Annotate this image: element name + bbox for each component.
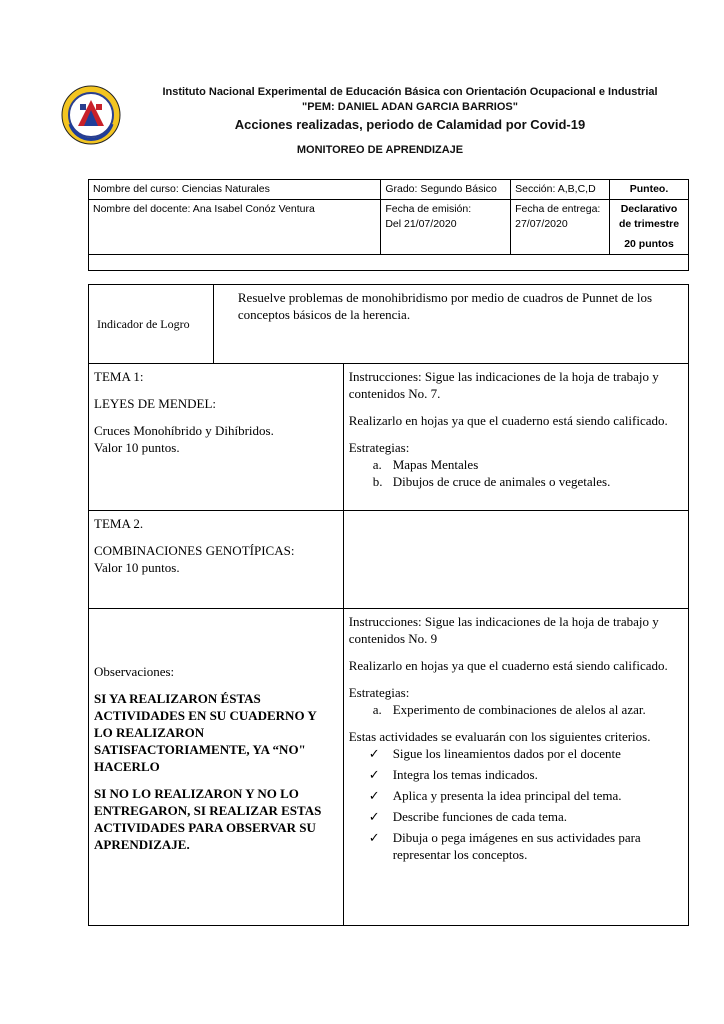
info-table: [88, 179, 689, 271]
due-date-label: Fecha de entrega:: [515, 203, 601, 215]
observations-instructions: [343, 609, 688, 926]
observations-label: Observaciones:: [94, 664, 175, 679]
score-title: Punteo.: [610, 180, 689, 200]
institution-pem: "PEM: DANIEL ADAN GARCIA BARRIOS": [302, 101, 518, 113]
tema1-valor: Valor 10 puntos.: [94, 440, 180, 455]
issue-date-value: Del 21/07/2020: [385, 218, 457, 230]
tema1-subtitle: LEYES DE MENDEL:: [94, 396, 217, 411]
tema1-instructions: [343, 364, 688, 511]
tema1-cell: [89, 364, 344, 511]
obs-evaluar: Estas actividades se evaluarán con los siguientes criterios.: [348, 729, 651, 744]
grade: Grado: Segundo Básico: [381, 180, 511, 200]
check-icon: ✓: [368, 767, 380, 782]
list-item: [369, 766, 683, 783]
tema1-instr: Instrucciones: Sigue las indicaciones de la hoja de trabajo y contenidos No. 7.: [348, 369, 659, 401]
list-text: Dibujos de cruce de animales o vegetales.: [392, 474, 611, 489]
due-date: [511, 200, 610, 255]
tema1-estrategias: Estrategias:: [348, 440, 410, 455]
tema2-title: TEMA 2.: [94, 516, 144, 531]
list-text: Mapas Mentales: [392, 457, 479, 472]
criteria-text: Sigue los lineamientos dados por el docente: [392, 746, 621, 761]
list-marker: a.: [372, 702, 382, 717]
institution-name: Instituto Nacional Experimental de Educación Básica con Orientación Ocupacional e Industrial: [162, 86, 658, 98]
score-declarativo: Declarativo de trimestre: [618, 203, 680, 230]
list-item: [373, 701, 683, 718]
obs-realizar: Realizarlo en hojas ya que el cuaderno está siendo calificado.: [348, 658, 668, 673]
issue-date: [381, 200, 511, 255]
obs-strategy-list: [349, 701, 683, 718]
criteria-text: Aplica y presenta la idea principal del tema.: [392, 788, 622, 803]
document-subtitle: Acciones realizadas, periodo de Calamidad por Covid-19: [234, 117, 586, 132]
observations-p1: SI YA REALIZARON ÉSTAS ACTIVIDADES EN SU CUADERNO Y LO REALIZARON SATISFACTORIAMENTE, YA “NO" HACERLO: [94, 691, 317, 774]
obs-instr: Instrucciones: Sigue las indicaciones de la hoja de trabajo y contenidos No. 9: [348, 614, 659, 646]
score-detail: [610, 200, 689, 255]
observations-cell: [89, 609, 344, 926]
tema2-valor: Valor 10 puntos.: [94, 560, 180, 575]
criteria-text: Integra los temas indicados.: [392, 767, 538, 782]
check-icon: ✓: [368, 809, 380, 824]
list-item: [369, 787, 683, 804]
list-item: [373, 456, 683, 473]
list-item: [373, 473, 683, 490]
list-item: [369, 745, 683, 762]
issue-date-label: Fecha de emisión:: [385, 203, 472, 215]
section: Sección: A,B,C,D: [511, 180, 610, 200]
tema1-title: TEMA 1:: [94, 369, 144, 384]
check-icon: ✓: [368, 746, 380, 761]
school-logo: [58, 84, 124, 146]
teacher-name: Nombre del docente: Ana Isabel Conóz Ventura: [89, 200, 381, 255]
tema2-empty: [343, 511, 688, 609]
tema1-desc: Cruces Monohíbrido y Dihíbridos.: [94, 423, 274, 438]
observations-p2: SI NO LO REALIZARON Y NO LO ENTREGARON, SI REALIZAR ESTAS ACTIVIDADES PARA OBSERVAR SU APRENDIZAJE.: [94, 786, 322, 852]
activities-table: [88, 284, 689, 926]
tema2-subtitle: COMBINACIONES GENOTÍPICAS:: [94, 543, 295, 558]
course-name: Nombre del curso: Ciencias Naturales: [89, 180, 381, 200]
list-marker: b.: [372, 474, 383, 489]
indicator-label: Indicador de Logro: [89, 285, 214, 364]
obs-estrategias: Estrategias:: [348, 685, 410, 700]
criteria-list: [349, 745, 683, 863]
check-icon: ✓: [368, 830, 380, 845]
indicator-text: Resuelve problemas de monohibridismo por medio de cuadros de Punnet de los conceptos básicos de la herencia.: [213, 285, 688, 364]
list-item: [369, 829, 683, 863]
tema1-realizar: Realizarlo en hojas ya que el cuaderno está siendo calificado.: [348, 413, 668, 428]
due-date-value: 27/07/2020: [515, 218, 568, 230]
tema2-cell: [89, 511, 344, 609]
criteria-text: Dibuja o pega imágenes en sus actividades para representar los conceptos.: [392, 830, 641, 862]
list-text: Experimento de combinaciones de alelos al azar.: [392, 702, 646, 717]
blank-row: [89, 255, 689, 271]
list-marker: a.: [372, 457, 382, 472]
tema1-strategy-list: [349, 456, 683, 490]
check-icon: ✓: [368, 788, 380, 803]
document-title: MONITOREO DE APRENDIZAJE: [296, 144, 464, 156]
score-points: 20 puntos: [624, 238, 674, 250]
list-item: [369, 808, 683, 825]
criteria-text: Describe funciones de cada tema.: [392, 809, 568, 824]
